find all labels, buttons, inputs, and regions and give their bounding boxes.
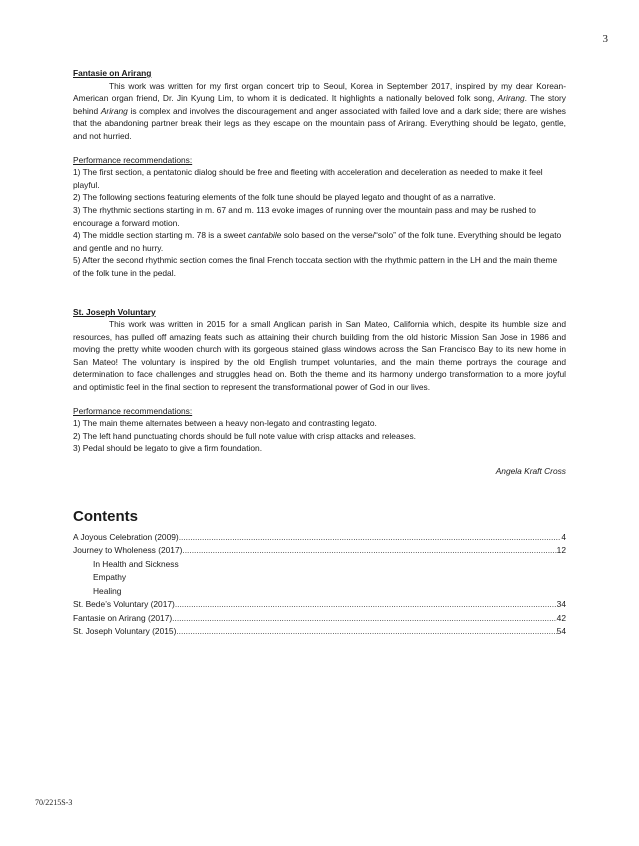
toc-entry[interactable] <box>73 531 566 545</box>
program-note: This work was written for my first organ concert trip to Seoul, Korea in September 2017, inspired by my dear Korean-American organ friend, Dr. Jin Kyung Lim, to whom it is dedicated. It highlights a nationally beloved folk song, Arirang. The story behind Arirang is complex and involves the discouragement and anger associated with failed love and a dark side; there are wishes that the abandoning partner break their legs as they escape on the mountain pass of Arirang. Everything should be legato, gentle, and not hurried. <box>73 80 566 141</box>
recommendation-item: 1) The first section, a pentatonic dialog should be free and fleeting with acceleration and deceleration as needed to make it feel playful. <box>73 167 543 190</box>
toc-entry-page: 12 <box>556 545 566 556</box>
recommendation-item: 5) After the second rhythmic section comes the final French toccata section with the rhythmic pattern in the LH and the main theme of the folk tune in the pedal. <box>73 255 558 278</box>
recommendation-item: 3) Pedal should be legato to give a firm foundation. <box>73 443 263 454</box>
page-content <box>73 67 566 639</box>
toc-entry[interactable] <box>73 612 566 626</box>
section-title: St. Joseph Voluntary <box>73 306 156 317</box>
table-of-contents <box>73 531 566 639</box>
toc-subentry: Empathy <box>93 572 127 583</box>
toc-entry-title: St. Bede’s Voluntary (2017) <box>73 599 175 610</box>
toc-subentry: Healing <box>93 585 122 596</box>
contents-heading: Contents <box>73 507 138 525</box>
page-number: 3 <box>602 33 608 45</box>
performance-recommendations-title: Performance recommendations: <box>73 405 193 416</box>
recommendation-item: 2) The left hand punctuating chords should be full note value with crisp attacks and releases. <box>73 430 416 441</box>
performance-recommendations-title: Performance recommendations: <box>73 154 193 165</box>
recommendation-item: 3) The rhythmic sections starting in m. 67 and m. 113 evoke images of running over the mountain pass and may be rushed to encourage a forward motion. <box>73 204 536 228</box>
toc-entry-title: A Joyous Celebration (2009) <box>73 531 179 542</box>
toc-entry-page: 54 <box>556 626 566 637</box>
toc-entry-title: Fantasie on Arirang (2017) <box>73 612 173 623</box>
section-title: Fantasie on Arirang <box>73 68 152 78</box>
recommendation-item: 1) The main theme alternates between a heavy non-legato and contrasting legato. <box>73 418 377 429</box>
toc-leader-dots <box>176 625 556 639</box>
toc-entry[interactable] <box>73 598 566 612</box>
toc-entry[interactable] <box>73 544 566 558</box>
toc-subentry: In Health and Sickness <box>93 558 179 569</box>
toc-leader-dots <box>179 531 562 545</box>
toc-entry-title: St. Joseph Voluntary (2015) <box>73 626 177 637</box>
toc-leader-dots <box>175 598 557 612</box>
toc-entry[interactable] <box>73 625 566 639</box>
program-note: This work was written in 2015 for a small Anglican parish in San Mateo, California which, despite its humble size and resources, has pulled off amazing feats such as attaining their church building from the old historic Mission San Jose in 1986 and moving the pretty white wooden church with its gorgeous stained glass windows across the San Francisco Bay to its new home in San Mateo! The voluntary is inspired by the old English trumpet voluntaries, and the main theme portrays the courage and determination to face challenges and struggles head on. Both the theme and its harmony undergo transformation to a more joyful and optimistic feel in the final section to represent the transformational power of God in our lives. <box>73 319 566 393</box>
recommendation-item: 4) The middle section starting m. 78 is a sweet cantabile solo based on the verse/“solo” of the folk tune. Everything should be legato and gentle and no hurry. <box>73 230 562 253</box>
catalog-number: 70/2215S-3 <box>35 798 73 807</box>
section-fantasie-on-arirang <box>73 67 566 280</box>
section-st-joseph-voluntary <box>73 306 566 456</box>
toc-entry-title: Journey to Wholeness (2017) <box>73 545 183 556</box>
toc-leader-dots <box>182 544 556 558</box>
toc-leader-dots <box>172 612 557 626</box>
toc-entry-page: 4 <box>561 531 566 542</box>
toc-entry-page: 42 <box>556 612 566 623</box>
author-signature: Angela Kraft Cross <box>495 466 566 477</box>
toc-entry-page: 34 <box>556 599 566 610</box>
recommendation-item: 2) The following sections featuring elements of the folk tune should be played legato and thought of as a narrative. <box>73 192 496 203</box>
